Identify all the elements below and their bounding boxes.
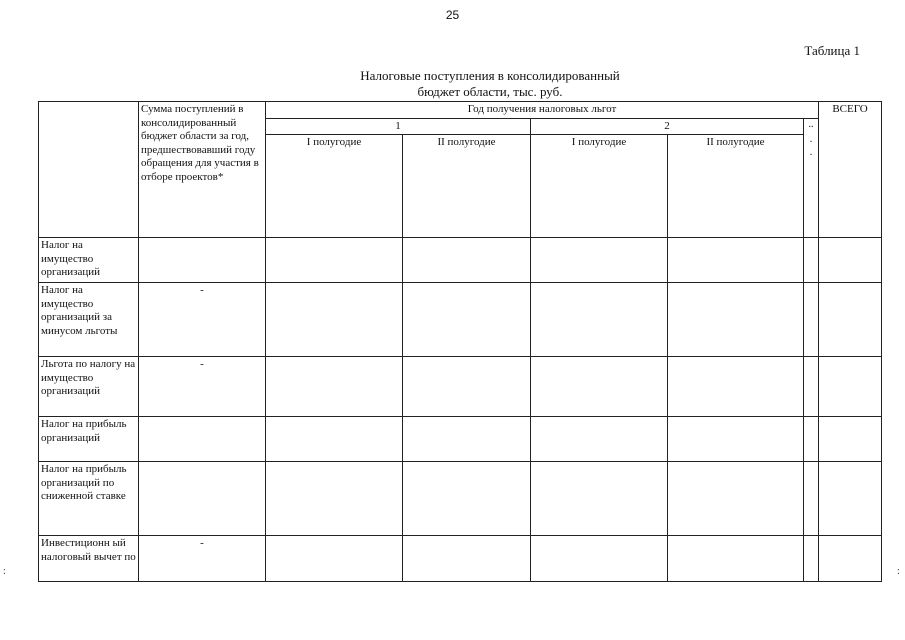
header-half-1: I полугодие <box>266 135 403 238</box>
header-half-4: II полугодие <box>668 135 804 238</box>
tax-table <box>38 101 882 582</box>
left-margin-mark: : <box>3 566 6 577</box>
row-sum: - <box>139 283 266 357</box>
header-year-1: 1 <box>266 118 531 135</box>
row-sum: - <box>139 357 266 417</box>
header-total: ВСЕГО <box>819 102 882 238</box>
caption-line-1: Налоговые поступления в консолидированный <box>360 68 620 83</box>
dot-mark-1: . <box>809 133 813 145</box>
row-sum <box>139 462 266 536</box>
header-half-3: I полугодие <box>531 135 668 238</box>
dot-mark-2: . <box>809 146 813 158</box>
table-row <box>39 536 882 582</box>
row-sum <box>139 238 266 283</box>
row-sum <box>139 417 266 462</box>
table-row <box>39 283 882 357</box>
header-sum-column: Сумма поступлений в консолидированный бюджет области за год, предшествовавший году обращения для участия в отборе проектов* <box>139 102 266 238</box>
page-number: 25 <box>445 8 460 22</box>
row-label: Налог на прибыль организаций по сниженной ставке <box>39 462 139 536</box>
table-row <box>39 417 882 462</box>
row-label: Льгота по налогу на имущество организаций <box>39 357 139 417</box>
row-label: Инвестиционн ый налоговый вычет по <box>39 536 139 582</box>
row-label: Налог на имущество организаций за минусом льготы <box>39 283 139 357</box>
table-row <box>39 238 882 283</box>
header-year-2: 2 <box>531 118 804 135</box>
ellipsis-mark: .. <box>808 118 814 130</box>
right-margin-mark: : <box>897 566 900 577</box>
table-caption <box>290 68 690 100</box>
header-half-2: II полугодие <box>403 135 531 238</box>
row-label: Налог на имущество организаций <box>39 238 139 283</box>
row-label: Налог на прибыль организаций <box>39 417 139 462</box>
row-sum: - <box>139 536 266 582</box>
header-more-years <box>804 118 819 238</box>
header-year-group: Год получения налоговых льгот <box>266 102 819 119</box>
table-label: Таблица 1 <box>804 43 860 58</box>
table-row <box>39 462 882 536</box>
header-blank-cell <box>39 102 139 238</box>
table-row <box>39 357 882 417</box>
caption-line-2: бюджет области, тыс. руб. <box>417 84 563 99</box>
